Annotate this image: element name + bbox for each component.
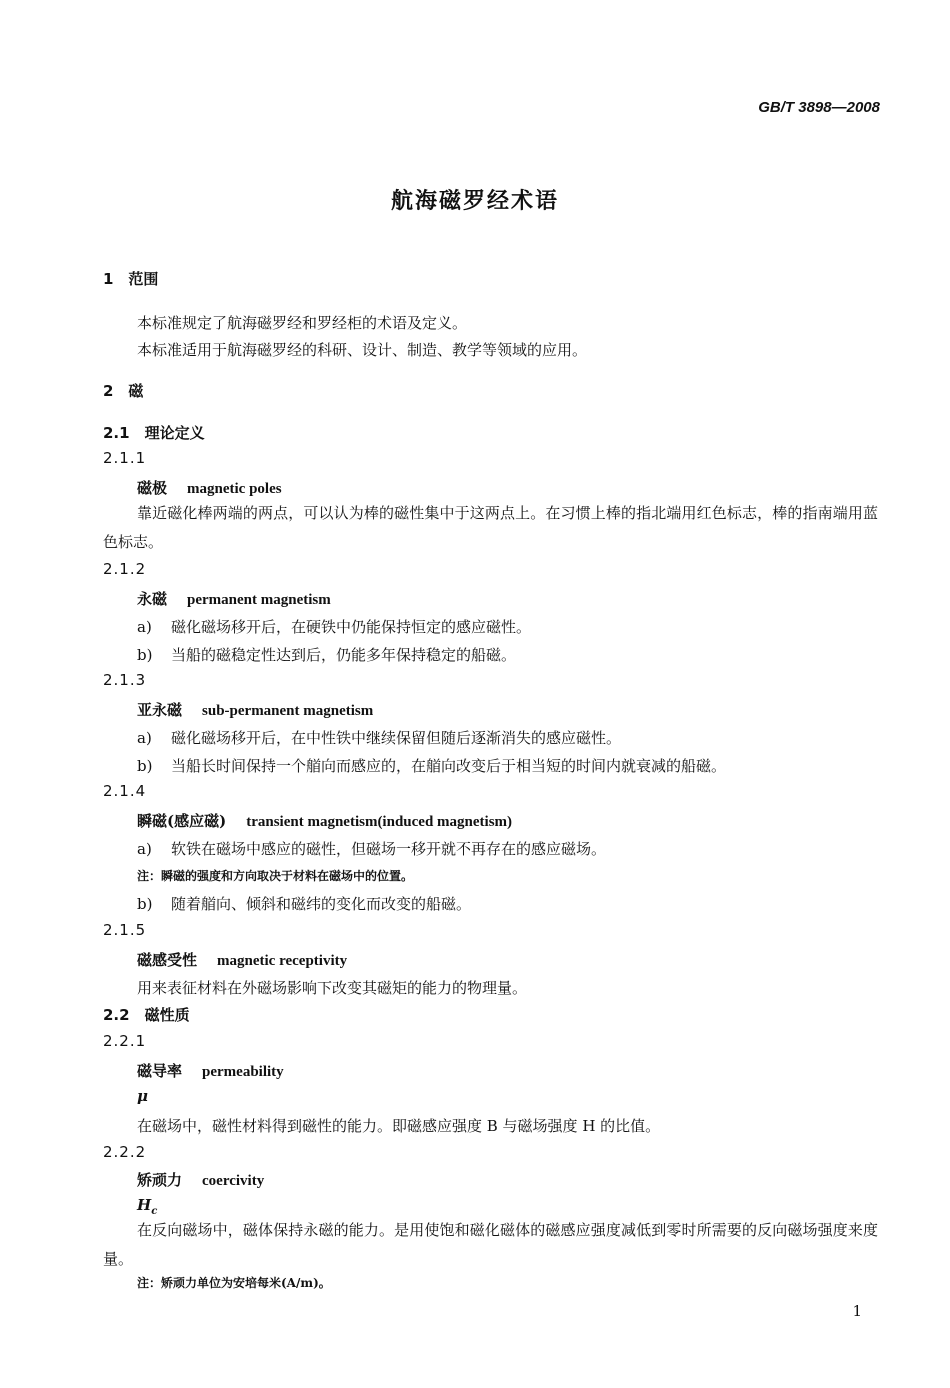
item-marker: b) xyxy=(137,646,153,664)
list-item xyxy=(137,838,606,859)
section-2-1-heading: 2.1 理论定义 xyxy=(103,424,205,442)
list-item xyxy=(137,616,531,637)
term-cn: 磁极 xyxy=(137,479,168,497)
term-entry xyxy=(137,477,282,498)
term-en: coercivity xyxy=(202,1173,265,1189)
page-number: 1 xyxy=(852,1302,862,1320)
term-entry xyxy=(137,1060,284,1081)
term-en: transient magnetism(induced magnetism) xyxy=(246,814,513,830)
term-entry xyxy=(137,1169,264,1190)
section-2-2-heading: 2.2 磁性质 xyxy=(103,1006,190,1024)
term-entry xyxy=(137,949,347,970)
item-marker: b) xyxy=(137,757,153,775)
definition: 靠近磁化棒两端的两点，可以认为棒的磁性集中于这两点上。在习惯上棒的指北端用红色标志，棒的指南端用蓝色标志。 xyxy=(103,504,878,551)
section-2-heading: 2 磁 xyxy=(103,382,144,400)
term-cn: 磁感受性 xyxy=(137,951,198,969)
clause-number: 2.2.1 xyxy=(103,1032,147,1050)
symbol: μ xyxy=(137,1087,148,1105)
note: 注：瞬磁的强度和方向取决于材料在磁场中的位置。 xyxy=(137,869,414,883)
definition: 在磁场中，磁性材料得到磁性的能力。即磁感应强度 B 与磁场强度 H 的比值。 xyxy=(137,1117,661,1135)
note: 注：矫顽力单位为安培每米(A/m)。 xyxy=(137,1276,331,1290)
clause-number: 2.2.2 xyxy=(103,1143,147,1161)
term-cn: 亚永磁 xyxy=(137,701,183,719)
term-en: permeability xyxy=(202,1064,284,1080)
item-marker: a) xyxy=(137,729,152,747)
term-en: magnetic poles xyxy=(187,481,282,497)
section-1-heading: 1 范围 xyxy=(103,270,159,288)
item-text: 随着艏向、倾斜和磁纬的变化而改变的船磁。 xyxy=(171,895,472,913)
page-title: 航海磁罗经术语 xyxy=(390,189,559,214)
standard-code: GB/T 3898—2008 xyxy=(758,99,880,116)
section-1-para-2: 本标准适用于航海磁罗经的科研、设计、制造、教学等领域的应用。 xyxy=(137,341,588,359)
item-marker: a) xyxy=(137,840,152,858)
item-text: 当船的磁稳定性达到后，仍能多年保持稳定的船磁。 xyxy=(171,646,517,664)
term-cn: 瞬磁(感应磁) xyxy=(137,812,227,830)
term-en: sub-permanent magnetism xyxy=(202,703,374,719)
term-entry xyxy=(137,810,512,831)
term-entry xyxy=(137,699,373,720)
clause-number: 2.1.3 xyxy=(103,671,147,689)
clause-number: 2.1.5 xyxy=(103,921,147,939)
item-text: 当船长时间保持一个艏向而感应的，在艏向改变后于相当短的时间内就衰减的船磁。 xyxy=(171,757,727,775)
definition: 用来表征材料在外磁场影响下改变其磁矩的能力的物理量。 xyxy=(137,979,528,997)
clause-number: 2.1.1 xyxy=(103,449,147,467)
list-item xyxy=(137,727,621,748)
symbol: $H_c$ xyxy=(137,1196,158,1217)
clause-number: 2.1.2 xyxy=(103,560,147,578)
term-cn: 磁导率 xyxy=(137,1062,183,1080)
section-1-para-1: 本标准规定了航海磁罗经和罗经柜的术语及定义。 xyxy=(137,314,468,332)
term-en: permanent magnetism xyxy=(187,592,331,608)
clause-number: 2.1.4 xyxy=(103,782,147,800)
term-en: magnetic receptivity xyxy=(217,953,348,969)
list-item xyxy=(137,893,471,914)
item-text: 磁化磁场移开后，在中性铁中继续保留但随后逐渐消失的感应磁性。 xyxy=(171,729,622,747)
term-cn: 矫顽力 xyxy=(137,1171,183,1189)
item-text: 软铁在磁场中感应的磁性，但磁场一移开就不再存在的感应磁场。 xyxy=(171,840,607,858)
definition: 在反向磁场中，磁体保持永磁的能力。是用使饱和磁化磁体的磁感应强度减低到零时所需要的反向磁场强度来度量。 xyxy=(103,1221,878,1268)
term-entry xyxy=(137,588,331,609)
item-marker: a) xyxy=(137,618,152,636)
list-item xyxy=(137,755,726,776)
list-item xyxy=(137,644,516,665)
term-cn: 永磁 xyxy=(137,590,168,608)
item-marker: b) xyxy=(137,895,153,913)
item-text: 磁化磁场移开后，在硬铁中仍能保持恒定的感应磁性。 xyxy=(171,618,532,636)
